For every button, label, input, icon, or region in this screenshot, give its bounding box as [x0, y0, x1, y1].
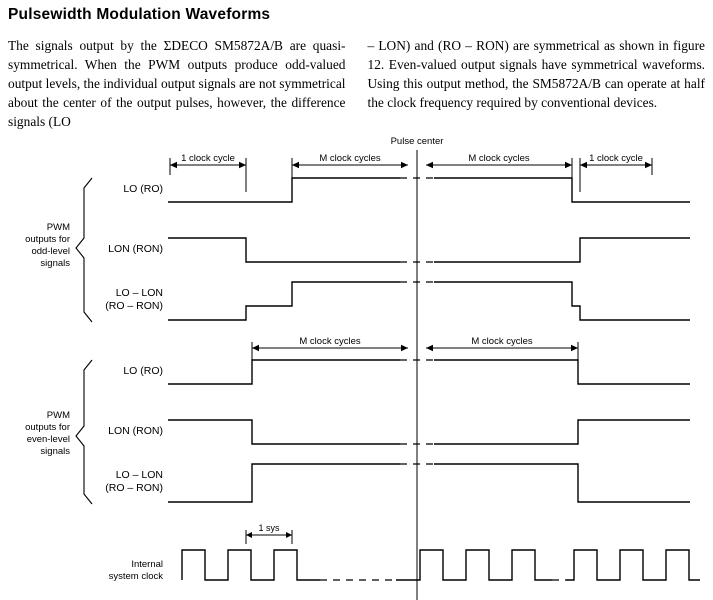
trace-diff-even-b — [434, 464, 690, 502]
pwm-waveform-figure — [0, 130, 713, 600]
label-one-clock-left: 1 clock cycle — [181, 153, 235, 164]
group-odd-line3: odd-level — [31, 246, 70, 257]
trace-lon-ron-odd-a — [168, 238, 400, 262]
trace-lon-ron-even-a — [168, 420, 400, 444]
label-tsys: 1 sys — [258, 523, 280, 533]
label-m-clock-1: M clock cycles — [319, 153, 381, 164]
trace-label-4: LO (RO) — [123, 365, 163, 377]
trace-label-2: LON (RON) — [108, 243, 163, 255]
group-even-line1: PWM — [46, 410, 70, 421]
trace-label-5: LON (RON) — [108, 425, 163, 437]
column-left — [8, 36, 346, 131]
trace-label-1: LO (RO) — [123, 183, 163, 195]
trace-label-3a: LO – LON — [115, 287, 163, 299]
label-pulse-center: Pulse center — [390, 136, 444, 147]
paragraph-left: The signals output by the ΣDECO SM5872A/B are quasi-symmetrical. When the PWM outputs produce odd-valued output levels, the individual output signals are not symmetrical about the center of the output pulses, however, the difference signals (LO — [8, 38, 346, 130]
trace-lo-ro-even-a — [168, 360, 400, 384]
body-text — [8, 36, 705, 131]
clock-left — [182, 550, 320, 580]
label-m-clock-3: M clock cycles — [299, 336, 361, 347]
trace-label-6a: LO – LON — [115, 469, 163, 481]
group-odd-line4: signals — [40, 258, 70, 269]
label-m-clock-4: M clock cycles — [471, 336, 533, 347]
clock-right — [566, 550, 700, 580]
trace-lon-ron-odd-b — [434, 238, 690, 262]
clock-label-line1: Internal — [131, 559, 163, 570]
trace-lo-ro-odd-b — [434, 178, 690, 202]
group-even-line4: signals — [40, 446, 70, 457]
paragraph-right: – LON) and (RO – RON) are symmetrical as shown in figure 12. Even-valued output signals have symmetrical waveforms. Using this output method, the SM5872A/B can operate at half the clock frequency required by conventional devices. — [367, 38, 705, 111]
trace-label-6b: (RO – RON) — [105, 482, 163, 494]
group-even-line3: even-level — [26, 434, 70, 445]
clock-mid — [396, 550, 552, 580]
page-title: Pulsewidth Modulation Waveforms — [8, 6, 271, 23]
group-even-line2: outputs for — [25, 422, 70, 433]
trace-lo-ro-odd-a — [168, 178, 400, 202]
trace-diff-odd-b — [434, 282, 690, 320]
label-one-clock-right: 1 clock cycle — [589, 153, 643, 164]
trace-diff-even-a — [168, 464, 400, 502]
trace-label-3b: (RO – RON) — [105, 300, 163, 312]
column-right — [368, 36, 706, 131]
bracket-even-group — [76, 360, 92, 504]
label-m-clock-2: M clock cycles — [468, 153, 530, 164]
trace-diff-odd-a — [168, 282, 400, 320]
group-odd-line1: PWM — [46, 222, 70, 233]
trace-lon-ron-even-b — [434, 420, 690, 444]
group-odd-line2: outputs for — [25, 234, 70, 245]
bracket-odd-group — [76, 178, 92, 322]
clock-label-line2: system clock — [108, 571, 163, 582]
trace-lo-ro-even-b — [434, 360, 690, 384]
